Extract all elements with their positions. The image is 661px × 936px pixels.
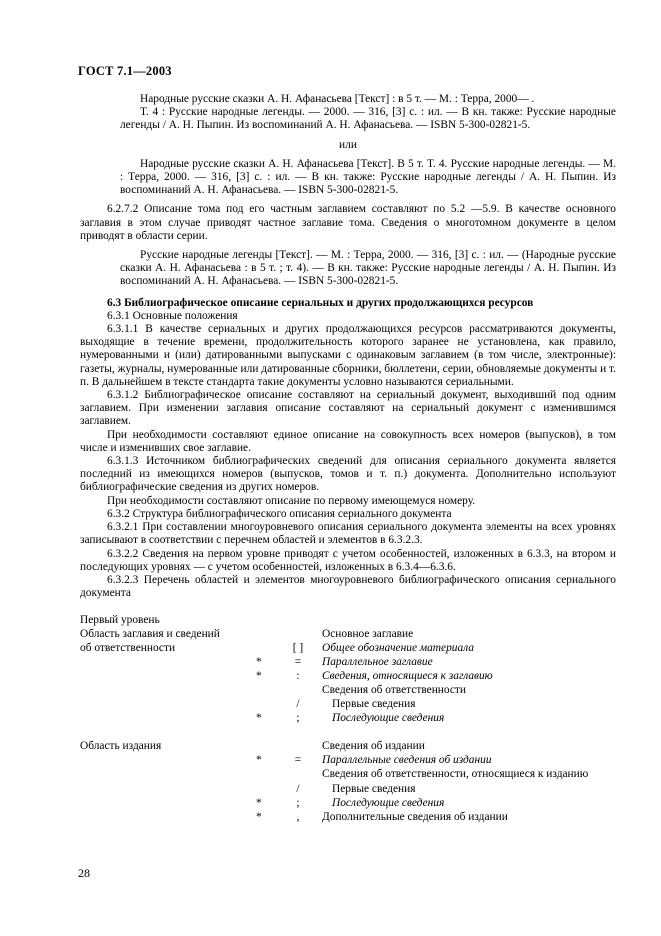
- element-name: Общее обозначение материала: [322, 641, 474, 654]
- subsection-heading-6-3-1: 6.3.1 Основные положения: [107, 309, 238, 322]
- repeatable-marker: *: [256, 754, 262, 767]
- scheme-row: [80, 783, 616, 797]
- document-body: [80, 93, 616, 825]
- element-name: Последующие сведения: [332, 796, 445, 809]
- repeatable-marker: *: [256, 655, 262, 668]
- example-paragraph: Т. 4 : Русские народные легенды. — 2000. — 316, [3] с. : ил. — В кн. также: Русские народные легенды / А. Н. Пыпин. Из воспоминаний А. Н. Афанасьева. — ISBN 5-300-02821-5.: [120, 106, 616, 132]
- clause-6-3-2-1: 6.3.2.1 При составлении многоуровневого описания сериального документа элементы на всех уровнях записывают в соответствии с перечнем областей и элементов в 6.3.2.3.: [80, 521, 616, 547]
- repeatable-marker: *: [256, 810, 262, 823]
- element-name: Параллельное заглавие: [322, 655, 433, 668]
- scheme-row: [80, 768, 616, 782]
- element-name: Первые сведения: [332, 782, 416, 795]
- example-paragraph: Русские народные легенды [Текст]. — М. : Терра, 2000. — 316, [3] с. : ил. — (Народные русские сказки А. Н. Афанасьева : в 5 т. ; т. 4). — В кн. также: Русские народные легенды / А. Н. Пыпин. Из воспоминаний А. Н. Афанасьева. — ISBN 5-300-02821-5.: [120, 249, 616, 288]
- element-name: Сведения, относящиеся к заглавию: [322, 669, 493, 682]
- repeatable-marker: *: [256, 669, 262, 682]
- punctuation-symbol: =: [294, 655, 302, 668]
- scheme-row: [80, 670, 616, 684]
- subsection-heading-6-3-2: 6.3.2 Структура библиографического описания сериального документа: [107, 507, 452, 520]
- clause-6-3-1-3: 6.3.1.3 Источником библиографических сведений для описания сериального документа является последний из имеющихся номеров (выпусков, томов и т. п.) документа. Дополнительно используют библиографические сведения из других номеров.: [80, 455, 616, 494]
- element-name: Основное заглавие: [322, 627, 414, 640]
- section-heading-6-3: 6.3 Библиографическое описание сериальных и других продолжающихся ресурсов: [107, 296, 534, 309]
- scheme-area-label: Область издания: [80, 740, 162, 753]
- scheme-row: [80, 740, 616, 754]
- scheme-area-label: об ответственности: [80, 641, 176, 654]
- example-paragraph: Народные русские сказки А. Н. Афанасьева [Текст] : в 5 т. — М. : Терра, 2000— .: [140, 93, 535, 105]
- scheme-row: [80, 754, 616, 768]
- clause-6-3-1-1: 6.3.1.1 В качестве сериальных и других продолжающихся ресурсов рассматриваются документы, выходящие в течение времени, продолжительность которого заранее не установлена, как правило, нумерованными и (или) датированными выпусками с одинаковым заглавием (в том числе, электронные): газеты, журналы, нумерованные или датированные сборники, бюллетени, серии, обновляемые документы и т. п. В дальнейшем в тексте стандарта такие документы условно называются сериальными.: [80, 323, 616, 388]
- standard-header: ГОСТ 7.1—2003: [78, 64, 172, 78]
- clause-6-3-1-2: 6.3.1.2 Библиографическое описание составляют на сериальный документ, выходивший под одним заглавием. При изменении заглавия описание составляют на сериальный документ с изменившимся заглавием.: [80, 389, 616, 428]
- element-name: Сведения об ответственности, относящиеся к изданию: [322, 768, 589, 781]
- scheme-rows: [80, 628, 616, 825]
- description-scheme: [80, 614, 616, 825]
- scheme-area-label: Область заглавия и сведений: [80, 627, 220, 640]
- level-title: Первый уровень: [80, 614, 160, 627]
- element-name: Последующие сведения: [332, 712, 445, 725]
- scheme-row: [80, 698, 616, 712]
- punctuation-symbol: =: [294, 754, 302, 767]
- scheme-row: [80, 811, 616, 825]
- clause-6-3-2-3: 6.3.2.3 Перечень областей и элементов многоуровневого библиографического описания сериального документа: [80, 573, 616, 600]
- clause-paragraph: При необходимости составляют единое описание на совокупность всех номеров (выпусков), в том числе и изменивших свое заглавие.: [80, 428, 616, 454]
- element-name: Первые сведения: [332, 697, 416, 710]
- punctuation-symbol: /: [296, 697, 300, 710]
- page-number: 28: [78, 866, 90, 880]
- element-name: Сведения об ответственности: [322, 683, 466, 696]
- punctuation-symbol: :: [296, 669, 300, 682]
- clause-paragraph: При необходимости составляют описание по первому имеющемуся номеру.: [107, 494, 476, 507]
- repeatable-marker: *: [256, 796, 262, 809]
- example-paragraph: Народные русские сказки А. Н. Афанасьева [Текст]. В 5 т. Т. 4. Русские народные легенды. — М. : Терра, 2000. — 316, [3] с. : ил. — В кн. также: Русские народные легенды / А. Н. Пыпин. Из воспоминаний А. Н. Афанасьева. — ISBN 5-300-02821-5.: [120, 157, 616, 197]
- element-name: Параллельные сведения об издании: [322, 754, 492, 767]
- scheme-row: [80, 684, 616, 698]
- clause-6-2-7-2: 6.2.7.2 Описание тома под его частным заглавием составляют по 5.2 —5.9. В качестве основного заглавия в этом случае приводят частное заглавие тома. Сведения о многотомном документе в целом приводят в области серии.: [80, 203, 616, 242]
- repeatable-marker: *: [256, 712, 262, 725]
- punctuation-symbol: [ ]: [292, 641, 304, 654]
- element-name: Сведения об издании: [322, 740, 425, 753]
- scheme-row: [80, 628, 616, 642]
- element-name: Дополнительные сведения об издании: [322, 810, 508, 823]
- punctuation-symbol: ;: [296, 796, 300, 809]
- scheme-row: [80, 656, 616, 670]
- scheme-row: [80, 797, 616, 811]
- scheme-row: [80, 726, 616, 740]
- punctuation-symbol: ;: [296, 712, 300, 725]
- punctuation-symbol: /: [296, 782, 300, 795]
- scheme-row: [80, 642, 616, 656]
- or-separator: или: [339, 138, 357, 151]
- clause-6-3-2-2: 6.3.2.2 Сведения на первом уровне приводят с учетом особенностей, изложенных в 6.3.3, на втором и последующих уровнях — с учетом особенностей, изложенных в 6.3.4—6.3.6.: [80, 547, 616, 573]
- scheme-row: [80, 712, 616, 726]
- punctuation-symbol: ,: [296, 810, 300, 823]
